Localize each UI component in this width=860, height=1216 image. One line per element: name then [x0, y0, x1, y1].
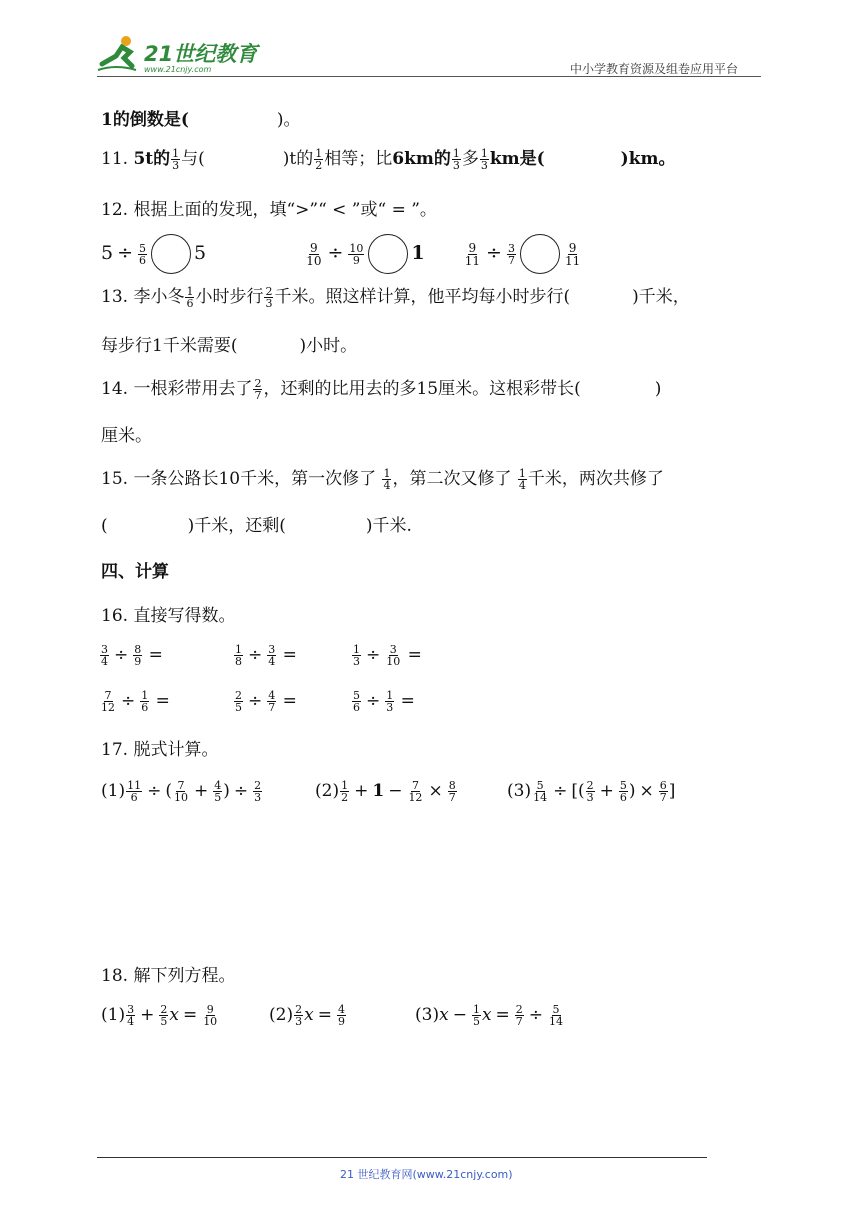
site-logo [96, 34, 257, 74]
question-11: 11. 5t的 $\frac{1}{3}$ 与( )t的 $\frac{1}{2}$ 相等；比6km的 $\frac{1}{3}$ 多 $\frac{1}{3}$ km是( )km。 [101, 147, 676, 172]
runner-logo-icon [96, 34, 140, 74]
answer-circle[interactable] [151, 234, 191, 274]
question-10-tail: 1的倒数是( )。 [101, 110, 301, 130]
footer-divider [97, 1157, 707, 1158]
fraction: $\frac{1}{2}$ [315, 147, 323, 172]
answer-circle[interactable] [520, 234, 560, 274]
question-18: 18. 解下列方程。 [101, 966, 236, 986]
question-15-cont: ( )千米，还剩( )千米. [101, 516, 412, 536]
section-title: 四、计算 [101, 562, 169, 582]
question-14: 14. 一根彩带用去了 $\frac{2}{7}$ ，还剩的比用去的多15厘米。这根彩带长( ) [101, 377, 662, 402]
logo-text: 21世纪教育 [144, 42, 258, 66]
question-18-equations: (1) $\frac{3}{4}$ + $\frac{2}{5}$ x = $\frac{9}{10}$ (2) $\frac{2}{3}$ x = $\frac{4}{9}$ (3)x − $\frac{1}{5}$ x = $\frac{2}{7}$ ÷ $\frac{5}{14}$ [101, 1003, 564, 1028]
question-15: 15. 一条公路长10千米，第一次修了 $\frac{1}{4}$ ，第二次又修了 $\frac{1}{4}$ 千米，两次共修了 [101, 467, 664, 492]
question-16-row-1: $\frac{3}{4}$ ÷ $\frac{8}{9}$ = $\frac{1}{8}$ ÷ $\frac{3}{4}$ = $\frac{1}{3}$ ÷ $\frac{3}{10}$ = [101, 643, 422, 668]
header-divider [97, 76, 761, 77]
fraction: $\frac{1}{3}$ [480, 147, 488, 172]
question-13-cont: 每步行1千米需要( )小时。 [101, 336, 358, 356]
fraction: $\frac{1}{3}$ [172, 147, 180, 172]
question-17: 17. 脱式计算。 [101, 740, 219, 760]
question-16-row-2: $\frac{7}{12}$ ÷ $\frac{1}{6}$ = $\frac{2}{5}$ ÷ $\frac{4}{7}$ = $\frac{5}{6}$ ÷ $\frac{1}{3}$ = [101, 689, 415, 714]
question-12: 12. 根据上面的发现，填“>”“ < ”或“ = ”。 [101, 200, 437, 220]
fraction: $\frac{1}{3}$ [452, 147, 460, 172]
question-16: 16. 直接写得数。 [101, 606, 236, 626]
logo-url: www.21cnjy.com [144, 65, 212, 74]
platform-name: 中小学教育资源及组卷应用平台 [570, 62, 739, 76]
question-14-cont: 厘米。 [101, 426, 152, 446]
footer-link[interactable]: 21 世纪教育网(www.21cnjy.com) [340, 1168, 513, 1181]
question-17-expressions: (1) $\frac{11}{6}$ ÷ ( $\frac{7}{10}$ + $\frac{4}{5}$ ) ÷ $\frac{2}{3}$ (2) $\frac{1}{2}$ + 1 − $\frac{7}{12}$ × $\frac{8}{7}$ (3) $\frac{5}{14}$ ÷ [( $\frac{2}{3}$ + $\frac{5}{6}$ ) × $\frac{6}{7}$ ] [101, 779, 676, 804]
question-12-comparisons: 5 ÷ $\frac{5}{6}$ 5 $\frac{9}{10}$ ÷ $\frac{10}{9}$ 1 $\frac{9}{11}$ ÷ $\frac{3}{7}$ $\frac{9}{11}$ [101, 234, 582, 274]
question-13: 13. 李小冬 $\frac{1}{6}$ 小时步行 $\frac{2}{3}$ 千米。照这样计算，他平均每小时步行( )千米， [101, 285, 690, 310]
answer-circle[interactable] [368, 234, 408, 274]
